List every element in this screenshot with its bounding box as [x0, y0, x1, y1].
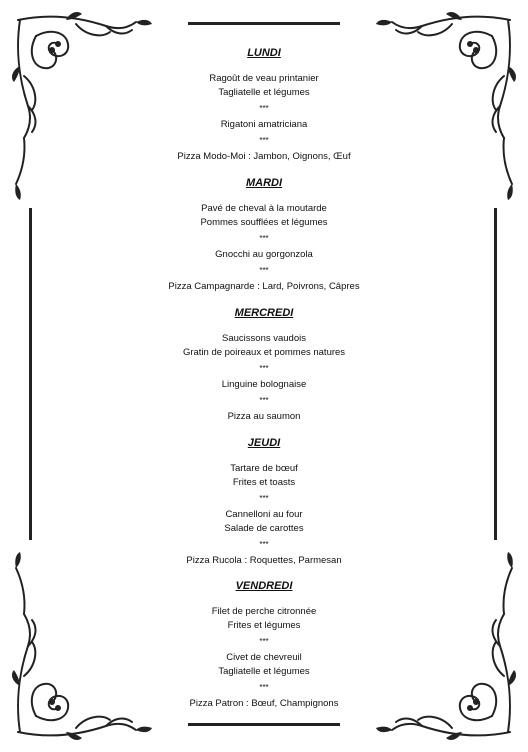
- dish-line: Rigatoni amatriciana: [220, 119, 308, 130]
- dish-group: [60, 202, 468, 230]
- day-block-vendredi: [60, 579, 468, 711]
- dish-line: Salade de carottes: [224, 523, 304, 534]
- separator: ***: [259, 234, 269, 243]
- day-title: JEUDI: [247, 437, 281, 449]
- day-title: MARDI: [245, 177, 283, 189]
- dish-line: Pizza au saumon: [227, 411, 301, 422]
- separator: ***: [259, 364, 269, 373]
- dish-line: Pizza Rucola : Roquettes, Parmesan: [186, 555, 342, 566]
- day-block-mardi: [60, 176, 468, 294]
- day-block-jeudi: [60, 436, 468, 568]
- left-border-line: [29, 208, 32, 540]
- dish-line: Pavé de cheval à la moutarde: [201, 203, 327, 214]
- dish-line: Pommes soufflées et légumes: [200, 217, 328, 228]
- dish-line: Pizza Patron : Bœuf, Champignons: [189, 698, 339, 709]
- dish-line: Frites et légumes: [227, 620, 301, 631]
- separator: ***: [259, 396, 269, 405]
- day-block-lundi: [60, 46, 468, 164]
- separator: ***: [259, 540, 269, 549]
- dish-line: Pizza Campagnarde : Lard, Poivrons, Câpres: [168, 281, 360, 292]
- day-title: LUNDI: [247, 47, 281, 59]
- separator: ***: [259, 494, 269, 503]
- dish-group: [60, 332, 468, 360]
- dish-line: Frites et toasts: [232, 477, 296, 488]
- dish-line: Gratin de poireaux et pommes natures: [182, 347, 346, 358]
- dish-line: Civet de chevreuil: [226, 652, 302, 663]
- separator: ***: [259, 266, 269, 275]
- top-divider-line: [188, 22, 340, 25]
- dish-line: Linguine bolognaise: [221, 379, 307, 390]
- dish-line: Tagliatelle et légumes: [218, 666, 310, 677]
- dish-line: Ragoût de veau printanier: [209, 73, 319, 84]
- dish-line: Filet de perche citronnée: [211, 606, 317, 617]
- day-block-mercredi: [60, 306, 468, 424]
- separator: ***: [259, 637, 269, 646]
- bottom-divider-line: [188, 723, 340, 726]
- separator: ***: [259, 104, 269, 113]
- dish-line: Tartare de bœuf: [230, 463, 298, 474]
- dish-line: Saucissons vaudois: [222, 333, 306, 344]
- dish-line: Cannelloni au four: [225, 509, 303, 520]
- dish-line: Gnocchi au gorgonzola: [215, 249, 313, 260]
- right-border-line: [494, 208, 497, 540]
- day-title: MERCREDI: [234, 307, 294, 319]
- dish-group: [60, 72, 468, 100]
- dish-line: Tagliatelle et légumes: [218, 87, 310, 98]
- day-title: VENDREDI: [235, 580, 293, 592]
- dish-group: [60, 462, 468, 490]
- separator: ***: [259, 683, 269, 692]
- dish-group: [60, 605, 468, 633]
- separator: ***: [259, 136, 269, 145]
- dish-line: Pizza Modo-Moi : Jambon, Oignons, Œuf: [177, 151, 351, 162]
